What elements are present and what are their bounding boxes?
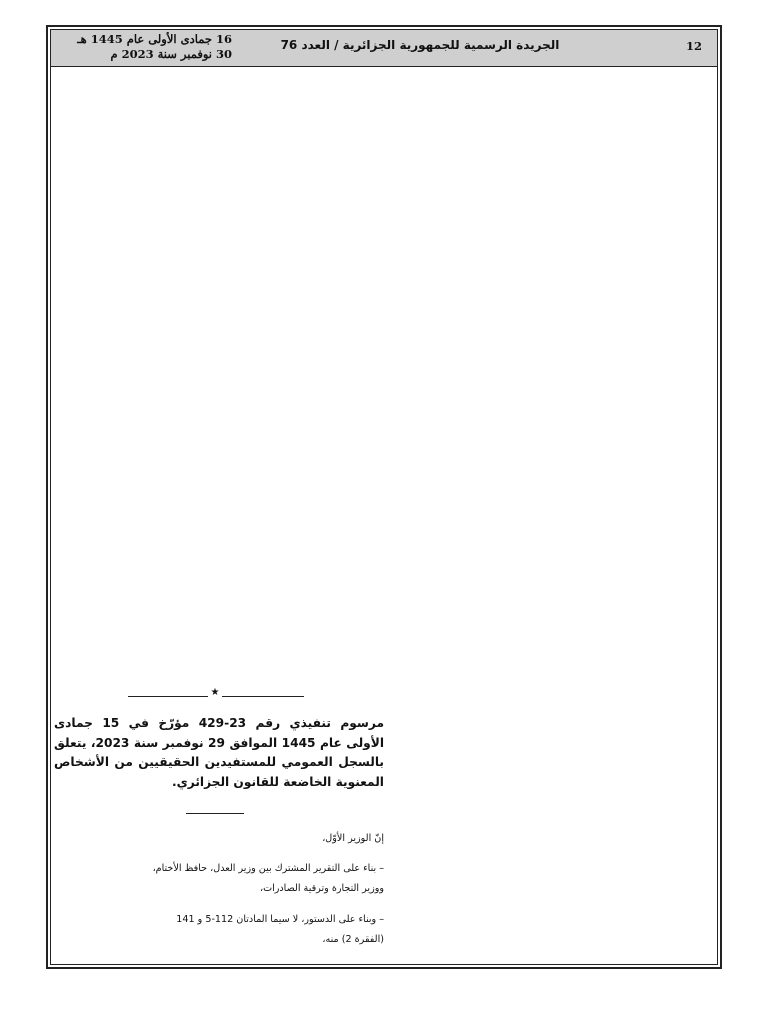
page-number: 12 bbox=[686, 39, 703, 53]
header-date-hijri: 16 جمادى الأولى عام 1445 هـ bbox=[77, 32, 232, 46]
separator-line-right bbox=[222, 696, 304, 697]
title-underline bbox=[186, 813, 244, 814]
paragraph-line: – بناء على التقرير المشترك بين وزير العدل، حافظ الأختام، bbox=[152, 863, 384, 874]
header-date-gregorian: 30 نوفمبر سنة 2023 م bbox=[110, 47, 232, 61]
paragraph-joint-report bbox=[54, 859, 384, 899]
paragraph-line: (الفقرة 2) منه، bbox=[322, 934, 384, 945]
header-date bbox=[62, 32, 232, 62]
paragraph-constitution bbox=[54, 910, 384, 950]
star-separator bbox=[128, 686, 304, 700]
minister-line: إنّ الوزير الأوّل، bbox=[322, 833, 384, 844]
separator-line-left bbox=[128, 696, 208, 697]
paragraph-line: ووزير التجارة وترقية الصادرات، bbox=[259, 883, 384, 894]
decree-title: مرسوم تنفيذي رقم 23-429 مؤرّخ في 15 جمادى الأولى عام 1445 الموافق 29 نوفمبر سنة 2023، يتعلق بالسجل العمومي للمستفيدين الحقيقيين من الأشخاص المعنوية الخاضعة للقانون الجزائري. bbox=[54, 716, 385, 789]
header-title: الجريدة الرسمية للجمهورية الجزائرية / العدد 76 bbox=[280, 38, 560, 52]
paragraph-line: – وبناء على الدستور، لا سيما المادتان 112-5 و 141 bbox=[176, 914, 384, 925]
star-icon: ★ bbox=[210, 687, 220, 698]
page-border-inner bbox=[50, 29, 718, 965]
